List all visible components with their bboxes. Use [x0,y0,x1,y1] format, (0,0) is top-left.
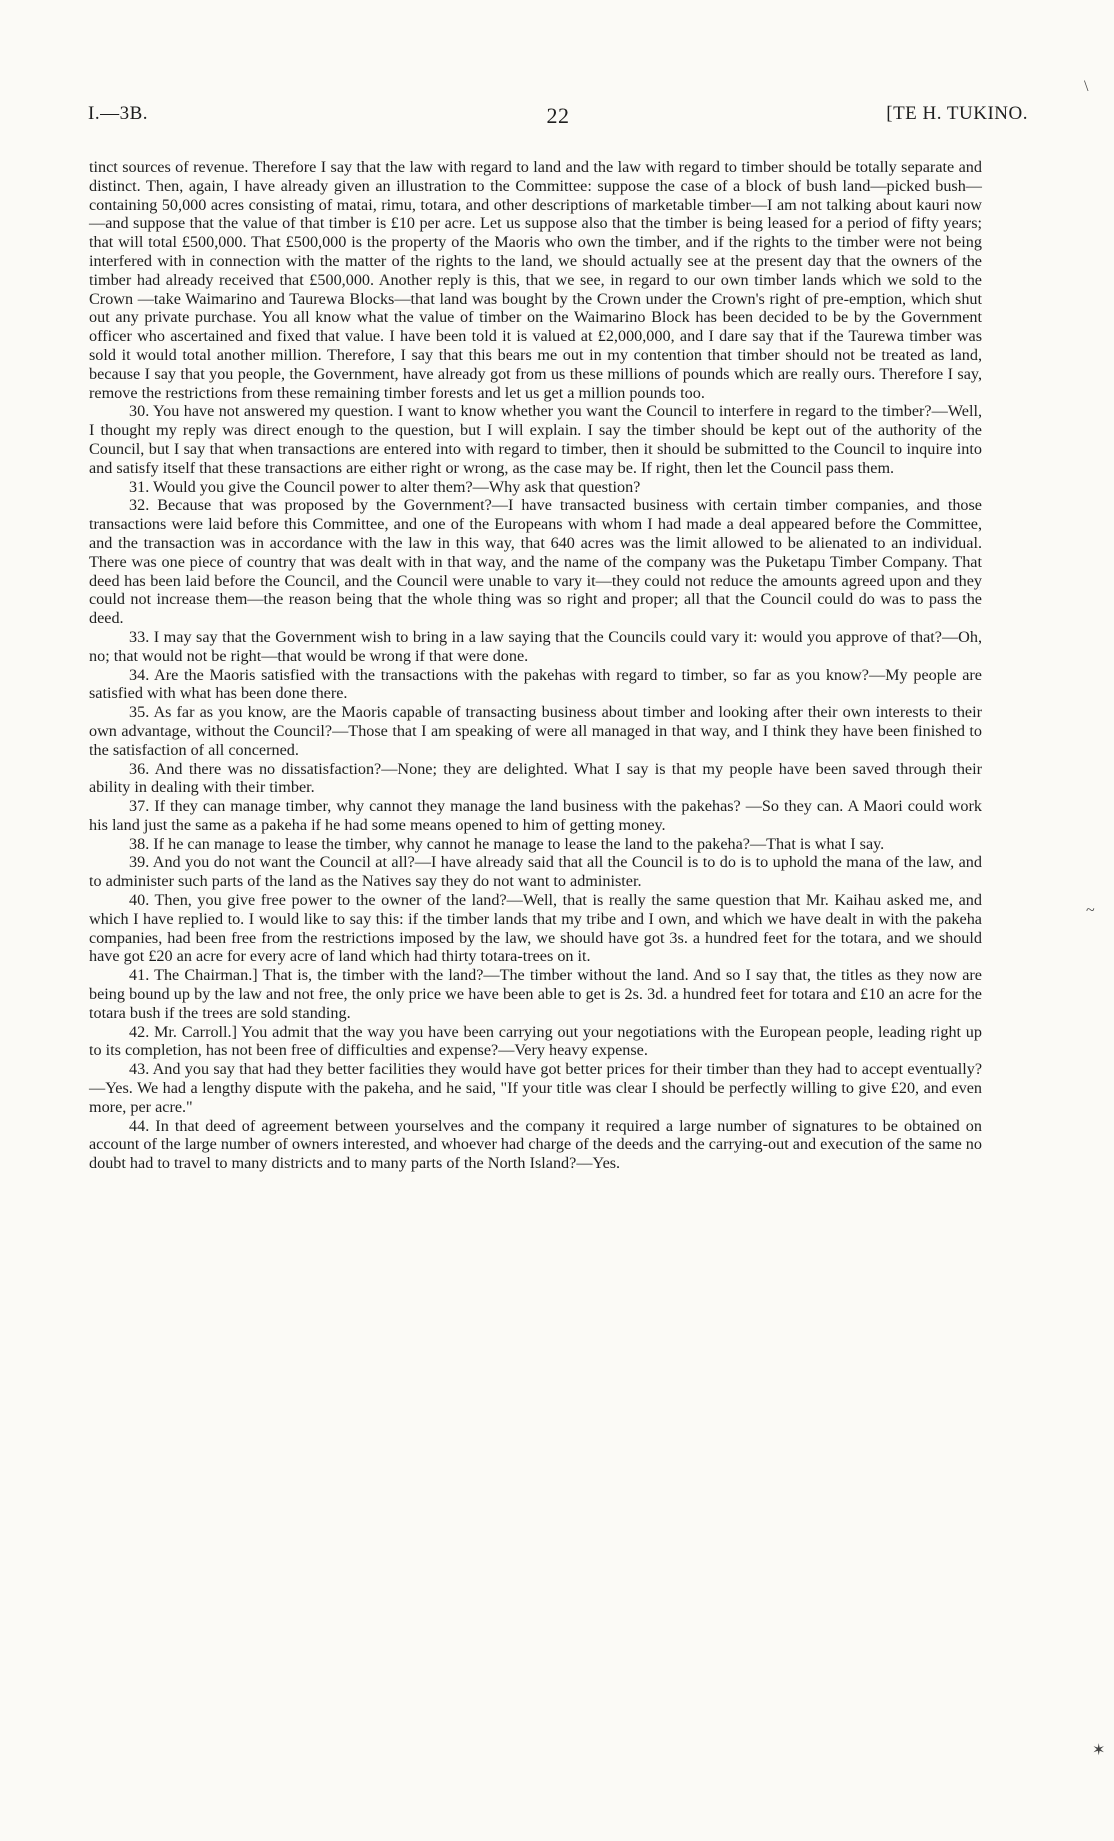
question-42: 42. Mr. Carroll.] You admit that the way you have been carrying out your negotiations with the European people, leading right up to its completion, has not been free of difficulties and expense?—Very heavy expense. [89,1022,982,1060]
question-32: 32. Because that was proposed by the Government?—I have transacted business with certain timber companies, and those transactions were laid before this Committee, and one of the Europeans with whom I had made a deal appeared before the Committee, and the transaction was in accordance with the law in this way, that 640 acres was the limit allowed to be alienated to an individual. There was one piece of country that was dealt with in that way, and the name of the company was the Puketapu Timber Company. That deed has been laid before the Council, and the Council were unable to vary it—they could not reduce the amounts agreed upon and they could not increase them—the reason being that the whole thing was so right and proper; all that the Council could do was to pass the deed. [89,496,982,628]
question-30: 30. You have not answered my question. I want to know whether you want the Council to interfere in regard to the timber?—Well, I thought my reply was direct enough to the question, but I will explain. I say the timber should be kept out of the authority of the Council, but I say that when transactions are entered into with regard to timber, then it should be submitted to the Council to inquire into and satisfy itself that these transactions are either right or wrong, as the case may be. If right, then let the Council pass them. [89,402,982,477]
question-38: 38. If he can manage to lease the timber, why cannot he manage to lease the land to the pakeha?—That is what I say. [129,834,885,853]
question-40: 40. Then, you give free power to the owner of the land?—Well, that is really the same question that Mr. Kaihau asked me, and which I have replied to. I would like to say this: if the timber lands that my tribe and I own, and which we have dealt in with the pakeha companies, had been free from the restrictions imposed by the law, we should have got 3s. a hundred feet for the totara, and we should have got £20 an acre for every acre of land which had thirty totara-trees on it. [89,891,982,966]
question-35: 35. As far as you know, are the Maoris capable of transacting business about timber and looking after their own interests to their own advantage, without the Council?—Those that I am speaking of were all managed in that way, and I think they have been finished to the satisfaction of all concerned. [89,703,982,759]
question-41: 41. The Chairman.] That is, the timber with the land?—The timber without the land. And so I say that, the titles as they now are being bound up by the law and not free, the only price we have been able to get is 2s. 3d. a hundred feet for totara and £10 an acre for the totara bush if the trees are sold standing. [89,966,982,1022]
question-31: 31. Would you give the Council power to alter them?—Why ask that question? [129,477,641,496]
paragraph-continued: tinct sources of revenue. Therefore I say that the law with regard to land and the law with regard to timber should be totally separate and distinct. Then, again, I have already given an illustration to the Committee: suppose the case of a block of bush land—picked bush—containing 50,000 acres consisting of matai, rimu, totara, and other descriptions of marketable timber—I am not talking about kauri now—and suppose that the value of that timber is £10 per acre. Let us suppose also that the timber is being leased for a period of fifty years; that will total £500,000. That £500,000 is the property of the Maoris who own the timber, and if the rights to the timber were not being interfered with in connection with the matter of the rights to the land, we should actually see at the present day that the owners of the timber had already received that £500,000. Another reply is this, that we see, in regard to our own timber lands which we sold to the Crown —take Waimarino and Taurewa Blocks—that land was bought by the Crown under the Crown's right of pre-emption, which shut out any private purchase. You all know what the value of timber on the Waimarino Block has been decided to be by the Government officer who ascertained and fixed that value. I have been told it is valued at £2,000,000, and I dare say that if the Taurewa timber was sold it would total another million. Therefore, I say that this bears me out in my contention that timber should not be treated as land, because I say that you people, the Government, have already got from us these millions of pounds which are really ours. Therefore I say, remove the restrictions from these remaining timber forests and let us get a million pounds too. [89,158,982,402]
page-number: 22 [546,103,570,128]
question-36: 36. And there was no dissatisfaction?—None; they are delighted. What I say is that my people have been saved through their ability in dealing with their timber. [89,759,982,797]
question-33: 33. I may say that the Government wish to bring in a law saying that the Councils could vary it: would you approve of that?—Oh, no; that would not be right—that would be wrong if that were done. [89,627,982,665]
question-39: 39. And you do not want the Council at all?—I have already said that all the Council is to do is to uphold the mana of the law, and to administer such parts of the land as the Natives say they do not want to administer. [89,853,982,891]
question-44: 44. In that deed of agreement between yourselves and the company it required a large number of signatures to be obtained on account of the large number of owners interested, and whoever had charge of the deeds and the carrying-out and execution of the same no doubt had to travel to many districts and to many parts of the North Island?—Yes. [89,1116,982,1173]
scan-mark-top-right: \ [1084,78,1089,95]
page-body [89,158,982,1173]
question-37: 37. If they can manage timber, why cannot they manage the land business with the pakehas? —So they can. A Maori could work his land just the same as a pakeha if he had some means opened to him of getting money. [89,797,982,834]
witness-name: [TE H. TUKINO. [886,103,1028,124]
scan-mark-right: ~ [1086,902,1095,919]
scan-mark-bottom-right: ✶ [1092,1742,1106,1759]
question-43: 43. And you say that had they better facilities they would have got better prices for their timber than they had to accept eventually?—Yes. We had a lengthy dispute with the pakeha, and he said, "If your title was clear I should be perfectly willing to give £20, and even more, per acre." [89,1060,982,1116]
page-header [88,103,1028,133]
document-reference: I.—3B. [88,103,148,124]
question-34: 34. Are the Maoris satisfied with the transactions with the pakehas with regard to timber, so far as you know?—My people are satisfied with what has been done there. [89,665,982,703]
